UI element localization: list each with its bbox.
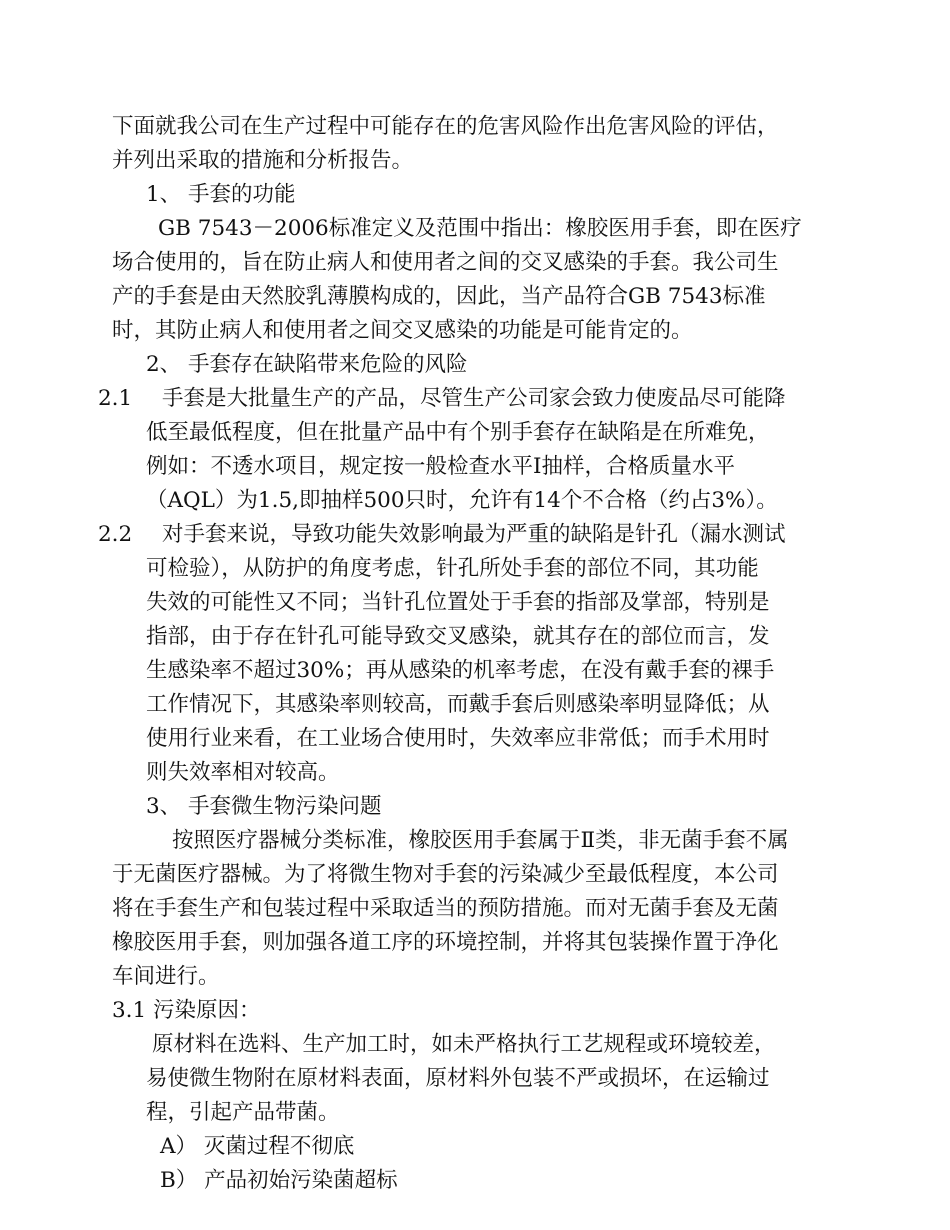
section-3-line-1: 按照医疗器械分类标准，橡胶医用手套属于Ⅱ类，非无菌手套不属 xyxy=(172,828,789,853)
section-3-line-5: 车间进行。 xyxy=(112,964,220,989)
section-1-line-2: 场合使用的，旨在防止病人和使用者之间的交叉感染的手套。我公司生 xyxy=(112,250,779,275)
subsection-3-1-line-1: 原材料在选料、生产加工时，如未严格执行工艺规程或环境较差， xyxy=(152,1032,776,1057)
section-3-heading: 3、 手套微生物污染问题 xyxy=(146,794,382,819)
section-1-line-1: GB 7543－2006标准定义及范围中指出：橡胶医用手套，即在医疗 xyxy=(158,216,802,241)
item-2-2-line-8: 则失效率相对较高。 xyxy=(146,760,340,785)
item-2-2-line-2: 可检验），从防护的角度考虑，针孔所处手套的部位不同，其功能 xyxy=(146,556,759,581)
section-3-line-3: 将在手套生产和包装过程中采取适当的预防措施。而对无菌手套及无菌 xyxy=(112,896,779,921)
section-1-heading: 1、 手套的功能 xyxy=(146,182,296,207)
section-1-line-3: 产的手套是由天然胶乳薄膜构成的，因此，当产品符合GB 7543标准 xyxy=(112,284,766,309)
list-item-a: A） 灭菌过程不彻底 xyxy=(160,1134,355,1159)
item-2-2-line-5: 生感染率不超过30%；再从感染的机率考虑，在没有戴手套的裸手 xyxy=(146,658,775,683)
item-2-2-line-4: 指部，由于存在针孔可能导致交叉感染，就其存在的部位而言，发 xyxy=(146,624,770,649)
item-2-2-line-6: 工作情况下，其感染率则较高，而戴手套后则感染率明显降低；从 xyxy=(146,692,770,717)
subsection-3-1-line-3: 程，引起产品带菌。 xyxy=(146,1100,340,1125)
intro-line-1: 下面就我公司在生产过程中可能存在的危害风险作出危害风险的评估， xyxy=(112,114,779,139)
item-2-2-line-3: 失效的可能性又不同；当针孔位置处于手套的指部及掌部，特别是 xyxy=(146,590,770,615)
section-2-heading: 2、 手套存在缺陷带来危险的风险 xyxy=(146,352,468,377)
item-2-1-line-1: 手套是大批量生产的产品，尽管生产公司家会致力使废品尽可能降 xyxy=(162,386,786,411)
subsection-3-1-line-2: 易使微生物附在原材料表面，原材料外包装不严或损坏，在运输过 xyxy=(146,1066,770,1091)
item-2-1-line-4: （AQL）为1.5,即抽样500只时，允许有14个不合格（约占3%）。 xyxy=(146,488,778,513)
item-2-1-line-3: 例如：不透水项目，规定按一般检查水平Ⅰ抽样，合格质量水平 xyxy=(146,454,735,479)
section-3-line-4: 橡胶医用手套，则加强各道工序的环境控制，并将其包装操作置于净化 xyxy=(112,930,779,955)
item-2-2-number: 2.2 xyxy=(98,522,133,547)
subsection-3-1-heading: 3.1 污染原因： xyxy=(112,998,261,1023)
item-2-2-line-7: 使用行业来看，在工业场合使用时，失效率应非常低；而手术用时 xyxy=(146,726,770,751)
item-2-1-line-2: 低至最低程度，但在批量产品中有个别手套存在缺陷是在所难免， xyxy=(146,420,770,445)
item-2-1-number: 2.1 xyxy=(98,386,133,411)
section-1-line-4: 时，其防止病人和使用者之间交叉感染的功能是可能肯定的。 xyxy=(112,318,693,343)
intro-line-2: 并列出采取的措施和分析报告。 xyxy=(112,148,414,173)
item-2-2-line-1: 对手套来说，导致功能失效影响最为严重的缺陷是针孔（漏水测试 xyxy=(162,522,786,547)
section-3-line-2: 于无菌医疗器械。为了将微生物对手套的污染减少至最低程度，本公司 xyxy=(112,862,779,887)
list-item-b: B） 产品初始污染菌超标 xyxy=(160,1168,398,1193)
